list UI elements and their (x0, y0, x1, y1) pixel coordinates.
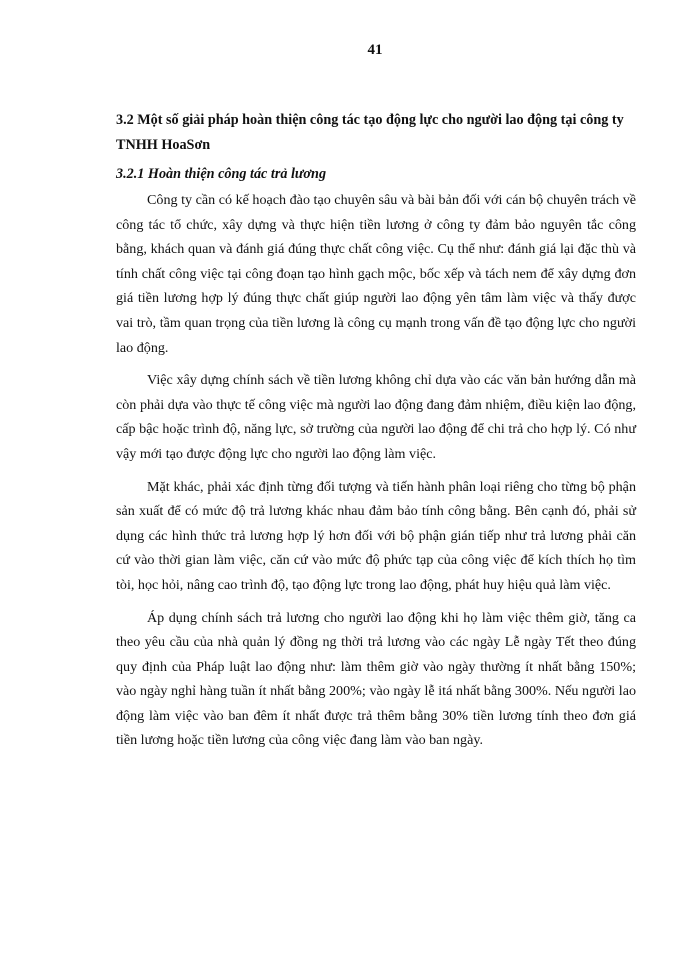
paragraph-4: Áp dụng chính sách trả lương cho người lao động khi họ làm việc thêm giờ, tăng ca theo yêu cầu của nhà quản lý đồng ng thời trả lương vào các ngày Lễ ngày Tết theo đúng quy định của Pháp luật lao động như: làm thêm giờ vào ngày thường ít nhất bằng 150%; vào ngày nghỉ hàng tuần ít nhất bằng 200%; vào ngày lễ itá nhất bằng 300%. Nếu người lao động làm việc vào ban đêm ít nhất được trả thêm bằng 30% tiền lương tính theo đơn giá tiền lương hoặc tiền lương của công việc đang làm vào ban ngày. (116, 609, 636, 749)
subsection-heading: 3.2.1 Hoàn thiện công tác trả lương (116, 166, 327, 182)
page-number: 41 (367, 42, 383, 58)
paragraph-3: Mặt khác, phải xác định từng đối tượng và tiến hành phân loại riêng cho từng bộ phận sản xuất để có mức độ trả lương khác nhau đảm bảo tính công bằng. Bên cạnh đó, phải sử dụng các hình thức trả lương hợp lý hơn đối với bộ phận gián tiếp như trả lương phải căn cứ vào thời gian làm việc, căn cứ vào mức độ phức tạp của công việc để kích thích họ tìm tòi, học hỏi, nâng cao trình độ, tạo động lực trong lao động, phát huy hiệu quả làm việc. (116, 478, 636, 593)
paragraph-1: Công ty cần có kế hoạch đào tạo chuyên sâu và bài bản đối với cán bộ chuyên trách về công tác tổ chức, xây dựng và thực hiện tiền lương ở công ty đảm bảo nguyên tắc công bằng, khách quan và đánh giá đúng thực chất công việc. Cụ thể như: đánh giá lại đặc thù và tính chất công việc tại công đoạn tạo hình gạch mộc, bốc xếp và tách nem để xây dựng đơn giá tiền lương hợp lý đúng thực chất giúp người lao động yên tâm làm việc và thấy được vai trò, tầm quan trọng của tiền lương là công cụ mạnh trong vấn đề tạo động lực cho người lao động. (116, 192, 636, 356)
paragraph-2: Việc xây dựng chính sách về tiền lương không chỉ dựa vào các văn bản hướng dẫn mà còn phải dựa vào thực tế công việc mà người lao động đang đảm nhiệm, điều kiện lao động, cấp bậc hoặc trình độ, năng lực, sở trường của người lao động để chi trả cho hợp lý. Có như vậy mới tạo được động lực cho người lao động làm việc. (116, 372, 636, 462)
section-heading: 3.2 Một số giải pháp hoàn thiện công tác tạo động lực cho người lao động tại công ty TNHH HoaSơn (116, 112, 624, 153)
document-body (116, 108, 636, 761)
